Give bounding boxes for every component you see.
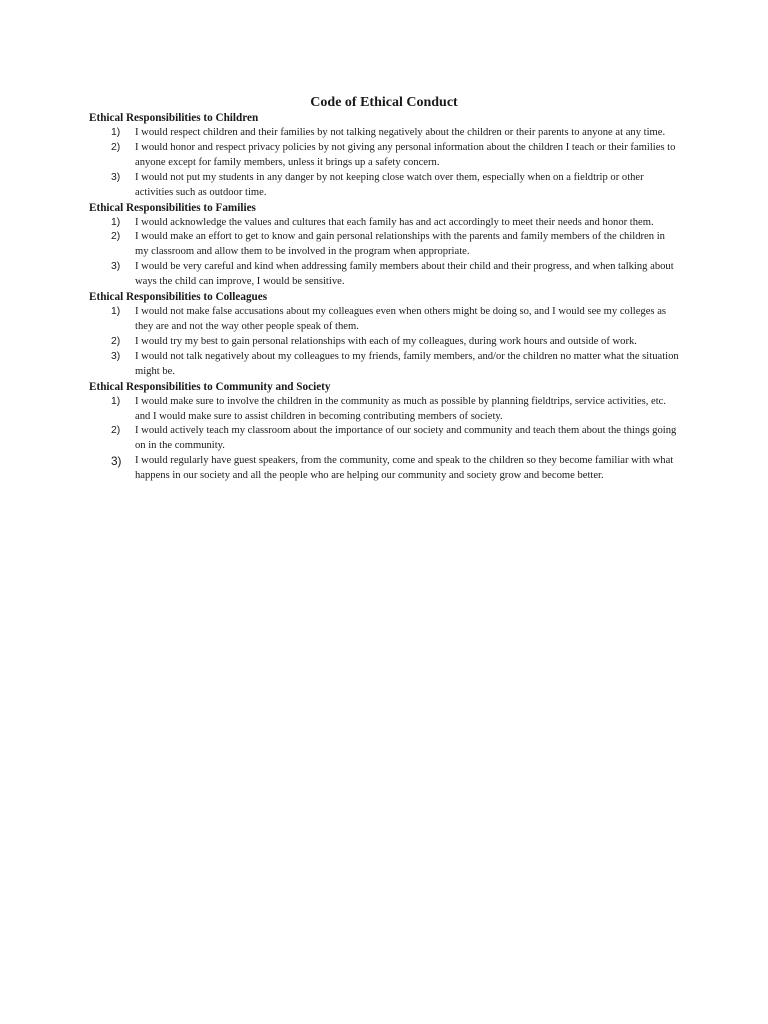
item-number: 1) [111,216,121,228]
section-children [89,111,681,201]
section-list [89,395,681,484]
list-item [89,230,681,260]
section-heading: Ethical Responsibilities to Community and Society [89,380,331,393]
list-item [89,350,681,380]
item-text: I would acknowledge the values and cultures that each family has and act accordingly to meet their needs and honor them. [135,216,654,228]
section-community [89,380,681,484]
item-number: 2) [111,335,121,347]
item-number: 2) [111,425,121,437]
item-text: I would make an effort to get to know and gain personal relationships with the parents and family members of the children in my classroom and allow them to be involved in the program when appropriate. [135,231,665,258]
section-heading: Ethical Responsibilities to Children [89,112,259,124]
item-number: 3) [111,171,121,183]
list-item [89,171,681,201]
section-list [89,126,681,201]
item-number: 3) [111,350,121,362]
list-item [89,216,681,231]
section-list [89,305,681,380]
item-text: I would not talk negatively about my colleagues to my friends, family members, and/or the children no matter what the situation might be. [135,350,679,377]
list-item [89,126,681,141]
section-colleagues [89,290,681,380]
list-item [89,260,681,290]
list-item [89,305,681,335]
item-number: 3) [111,261,121,273]
item-number: 1) [111,395,121,407]
section-heading: Ethical Responsibilities to Colleagues [89,291,268,304]
item-number: 1) [111,127,121,138]
list-item [89,424,681,454]
section-list [89,216,681,291]
item-text: I would honor and respect privacy policies by not giving any personal information about the children I teach or their families to anyone except for family members, unless it brings up a safety concern. [135,141,676,168]
item-text: I would regularly have guest speakers, from the community, come and speak to the children so they become familiar with what happens in our society and all the people who are helping our community and society grow and become better. [135,455,674,482]
section-heading: Ethical Responsibilities to Families [89,201,256,214]
document-title: Code of Ethical Conduct [310,95,458,110]
list-item [89,335,681,350]
item-text: I would respect children and their families by not talking negatively about the children or their parents to anyone at any time. [135,127,666,138]
document-body [89,111,681,484]
list-item [89,141,681,171]
item-text: I would make sure to involve the children in the community as much as possible by planning fieldtrips, service activities, etc. and I would make sure to assist children in becoming contributing members of society. [135,395,667,422]
item-text: I would actively teach my classroom about the importance of our society and community and teach them about the things going on in the community. [135,425,677,452]
item-number: 2) [111,141,121,153]
item-number: 1) [111,306,121,318]
item-text: I would not make false accusations about my colleagues even when others might be doing so, and I would see my colleges as they are and not the way other people speak of them. [135,306,667,332]
item-number: 2) [111,231,121,243]
section-families [89,201,681,291]
item-text: I would try my best to gain personal relationships with each of my colleagues, during work hours and outside of work. [135,335,637,347]
item-number: 3) [111,454,122,469]
list-item [89,454,681,484]
item-text: I would be very careful and kind when addressing family members about their child and their progress, and when talking about ways the child can improve, I would be sensitive. [135,261,674,288]
list-item [89,395,681,425]
item-text: I would not put my students in any danger by not keeping close watch over them, especially when on a fieldtrip or other activities such as outdoor time. [135,171,644,198]
